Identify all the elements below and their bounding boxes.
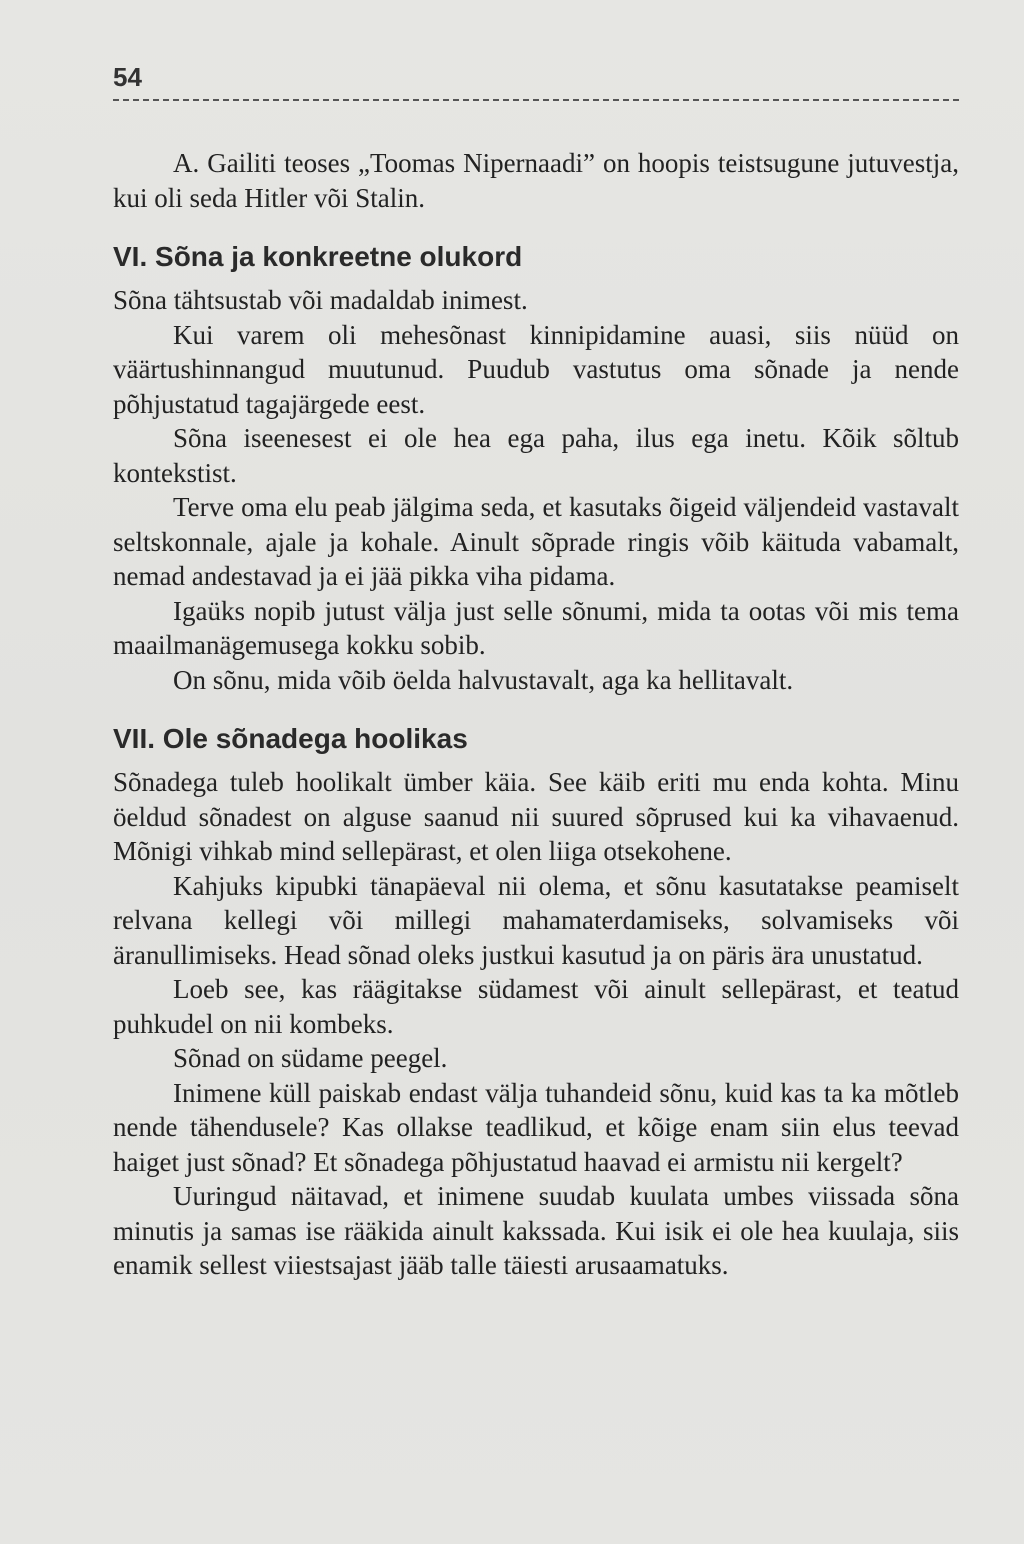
- paragraph-vi-2: Kui varem oli mehesõnast kinnipidamine auasi, siis nüüd on väärtushinnangud muutunud. Puudub vastutus oma sõnade ja nende põhjustatud tagajärgede eest.: [113, 319, 959, 419]
- paragraph-vi-4: Terve oma elu peab jälgima seda, et kasutaks õigeid väljendeid vastavalt seltskonnale, ajale ja kohale. Ainult sõprade ringis võib käituda vabamalt, nemad andestavad ja ei jää pikka viha pidama.: [113, 492, 959, 591]
- header-divider: [113, 99, 959, 101]
- paragraph-vi-5: Igaüks nopib jutust välja just selle sõnumi, mida ta ootas või mis tema maailmanägemusega kokku sobib.: [113, 595, 959, 660]
- paragraph-vii-4: Sõnad on südame peegel.: [173, 1043, 448, 1073]
- paragraph-vii-5: Inimene küll paiskab endast välja tuhandeid sõnu, kuid kas ta ka mõtleb nende tähendusele? Kas ollakse teadlikud, et kõige enam siin elus teevad haiget just sõnad? Et sõnadega põhjustatud haavad ei armistu nii kergelt?: [113, 1077, 959, 1177]
- paragraph-vii-3: Loeb see, kas räägitakse südamest või ainult sellepärast, et teatud puhkudel on nii kombeks.: [113, 974, 959, 1039]
- section-heading-vi: VI. Sõna ja konkreetne olukord: [113, 241, 523, 272]
- paragraph-vi-1: Sõna tähtsustab või madaldab inimest.: [113, 285, 528, 315]
- paragraph-vi-3: Sõna iseenesest ei ole hea ega paha, ilus ega inetu. Kõik sõltub kontekstist.: [113, 423, 959, 488]
- section-heading-vii: VII. Ole sõnadega hoolikas: [113, 723, 468, 754]
- page-number: 54: [113, 62, 142, 92]
- paragraph-vii-6: Uuringud näitavad, et inimene suudab kuulata umbes viissada sõna minutis ja samas ise rääkida ainult kakssada. Kui isik ei ole hea kuulaja, siis enamik sellest viiestsajast jääb talle täiesti arusaamatuks.: [113, 1181, 959, 1280]
- page-content: [113, 146, 959, 1283]
- paragraph-vii-1: Sõnadega tuleb hoolikalt ümber käia. See käib eriti mu enda kohta. Minu öeldud sõnadest on alguse saanud nii suured sõprused kui ka vihavaenud. Mõnigi vihkab mind sellepärast, et olen liiga otsekohene.: [113, 767, 959, 866]
- paragraph-vi-6: On sõnu, mida võib öelda halvustavalt, aga ka hellitavalt.: [173, 664, 794, 695]
- paragraph-vii-2: Kahjuks kipubki tänapäeval nii olema, et sõnu kasutatakse peamiselt relvana kellegi või millegi mahamaterdamiseks, solvamiseks või äranullimiseks. Head sõnad oleks justkui kasutud ja on päris ära unustatud.: [113, 870, 959, 970]
- paragraph-intro-1: A. Gailiti teoses „Toomas Nipernaadi” on hoopis teistsugune jutuvestja, kui oli seda Hitler või Stalin.: [113, 148, 959, 213]
